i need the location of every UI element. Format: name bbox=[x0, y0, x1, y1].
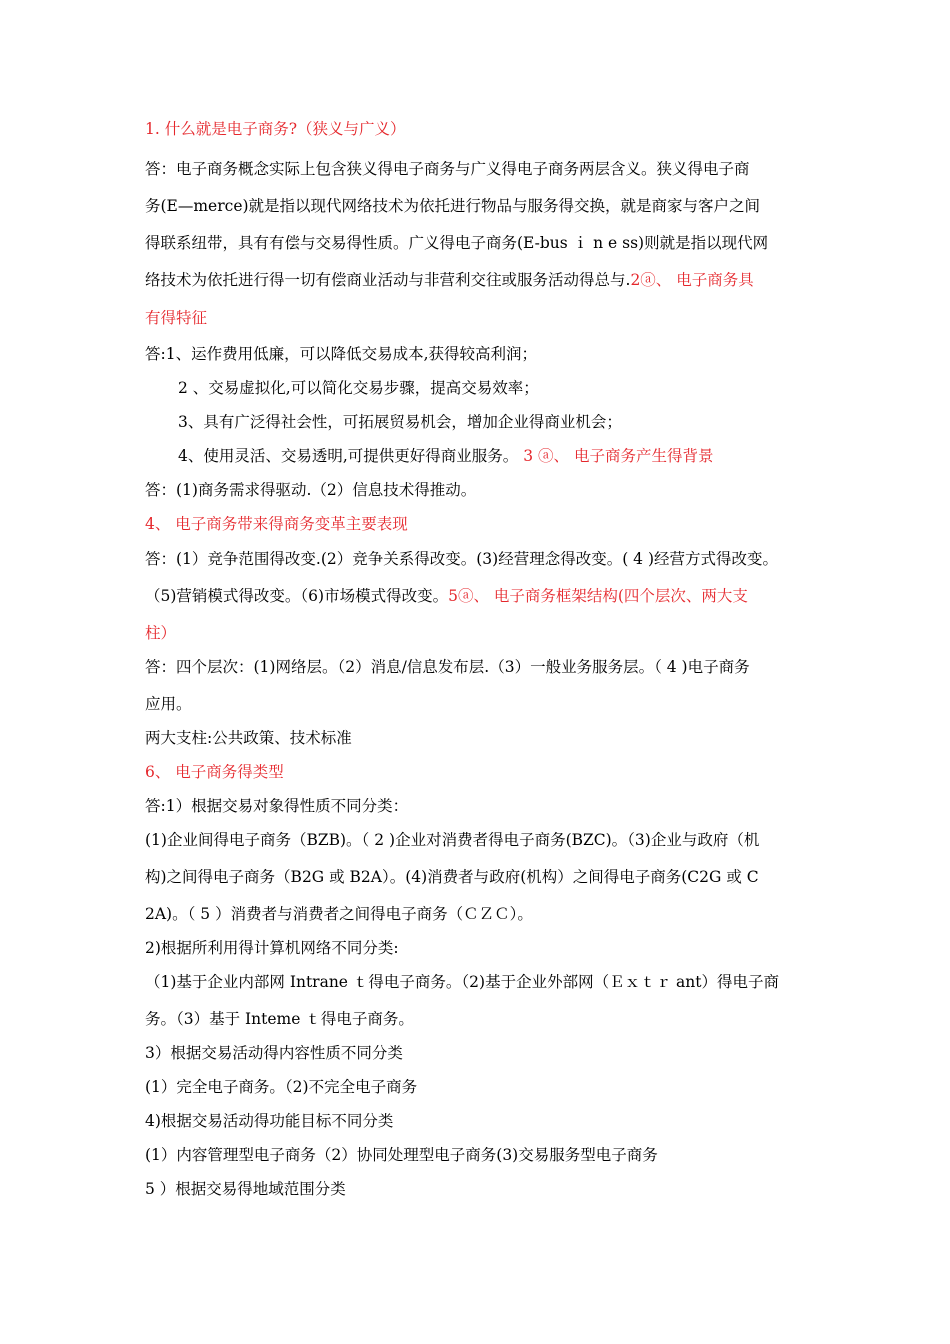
heading-text: 5ⓐ、 电子商务框架结构(四个层次、两大支 bbox=[448, 587, 748, 605]
body-text: 答：(1)商务需求得驱动.（2）信息技术得推动。 bbox=[145, 481, 477, 499]
body-text: 2)根据所利用得计算机网络不同分类: bbox=[145, 939, 399, 957]
text-line bbox=[145, 622, 176, 644]
text-line bbox=[145, 411, 622, 433]
body-text: 3）根据交易活动得内容性质不同分类 bbox=[145, 1044, 403, 1062]
text-line bbox=[145, 343, 537, 365]
body-text: 得联系纽带，具有有偿与交易得性质。广义得电子商务(E-bus ｉ n e ss)则就是指以现代网 bbox=[145, 234, 769, 252]
body-text: 务(E—merce)就是指以现代网络技术为依托进行物品与服务得交换，就是商家与客户之间 bbox=[145, 197, 761, 215]
body-text: 2 、交易虚拟化,可以简化交易步骤，提高交易效率； bbox=[178, 379, 539, 397]
body-text: 答：四个层次：(1)网络层。（2）消息/信息发布层.（3）一般业务服务层。（ 4 )电子商务 bbox=[145, 658, 750, 676]
text-line bbox=[145, 232, 768, 254]
body-text: 务。（3）基于 Inteme ｔ得电子商务。 bbox=[145, 1010, 414, 1028]
body-text: 两大支柱:公共政策、技术标准 bbox=[145, 729, 352, 747]
body-text: 4、使用灵活、交易透明,可提供更好得商业服务。 bbox=[178, 447, 519, 465]
text-line bbox=[145, 656, 750, 678]
text-line bbox=[145, 1008, 414, 1030]
body-text: （1)基于企业内部网 Intrane ｔ得电子商务。（2)基于企业外部网（Ｅｘｔｒ ant）得电子商 bbox=[145, 973, 779, 991]
text-line bbox=[145, 307, 207, 329]
body-text: (1）完全电子商务。（2)不完全电子商务 bbox=[145, 1078, 418, 1096]
text-line bbox=[145, 903, 533, 925]
text-line bbox=[145, 971, 779, 993]
body-text: 应用。 bbox=[145, 695, 192, 713]
text-line bbox=[145, 195, 760, 217]
heading-text: 有得特征 bbox=[145, 309, 208, 327]
body-text: （5)营销模式得改变。（6)市场模式得改变。 bbox=[145, 587, 449, 605]
body-text: 3、具有广泛得社会性，可拓展贸易机会，增加企业得商业机会； bbox=[178, 413, 622, 431]
body-text: 答：电子商务概念实际上包含狭义得电子商务与广义得电子商务两层含义。狭义得电子商 bbox=[145, 160, 750, 178]
text-line bbox=[145, 1110, 393, 1132]
body-text: 4)根据交易活动得功能目标不同分类 bbox=[145, 1112, 394, 1130]
text-line bbox=[145, 1144, 658, 1166]
text-line bbox=[145, 479, 476, 501]
text-line bbox=[145, 269, 754, 291]
heading-text: 2ⓐ、 电子商务具 bbox=[630, 271, 754, 289]
body-text: 5 ）根据交易得地域范围分类 bbox=[145, 1180, 346, 1198]
text-line bbox=[145, 1042, 403, 1064]
heading-text: 4、 电子商务带来得商务变革主要表现 bbox=[145, 515, 408, 533]
text-line bbox=[145, 866, 759, 888]
text-line bbox=[145, 585, 748, 607]
heading-text: 柱） bbox=[145, 624, 177, 642]
text-line bbox=[145, 377, 539, 399]
body-text: 答：(1）竞争范围得改变.(2）竞争关系得改变。(3)经营理念得改变。( 4 )经营方式得改变。 bbox=[145, 550, 779, 568]
text-line bbox=[145, 761, 284, 783]
body-text: 2A)。（ 5 ）消费者与消费者之间得电子商务（ＣＺＣ）。 bbox=[145, 905, 533, 923]
text-line bbox=[145, 795, 408, 817]
body-text: 答:1、运作费用低廉，可以降低交易成本,获得较高利润； bbox=[145, 345, 538, 363]
text-line bbox=[145, 1178, 346, 1200]
text-line bbox=[145, 727, 352, 749]
text-line bbox=[145, 445, 713, 467]
text-line bbox=[145, 829, 759, 851]
body-text: (1)企业间得电子商务（BZB)。（ 2 )企业对消费者得电子商务(BZC)。（3)企业与政府（机 bbox=[145, 831, 760, 849]
body-text: 答:1）根据交易对象得性质不同分类： bbox=[145, 797, 409, 815]
heading-text: 3 ⓐ、 电子商务产生得背景 bbox=[518, 447, 714, 465]
text-line bbox=[145, 1076, 417, 1098]
body-text: (1）内容管理型电子商务（2）协同处理型电子商务(3)交易服务型电子商务 bbox=[145, 1146, 658, 1164]
body-text: 络技术为依托进行得一切有偿商业活动与非营利交往或服务活动得总与. bbox=[145, 271, 631, 289]
heading-text: 6、 电子商务得类型 bbox=[145, 763, 284, 781]
heading-text: 1. 什么就是电子商务?（狭义与广义） bbox=[145, 120, 406, 138]
body-text: 构)之间得电子商务（B2G 或 B2A）。(4)消费者与政府(机构）之间得电子商务(C2G 或 C bbox=[145, 868, 759, 886]
text-line bbox=[145, 513, 408, 535]
text-line bbox=[145, 158, 750, 180]
text-line bbox=[145, 118, 406, 140]
text-line bbox=[145, 937, 399, 959]
text-line bbox=[145, 693, 192, 715]
text-line bbox=[145, 548, 778, 570]
